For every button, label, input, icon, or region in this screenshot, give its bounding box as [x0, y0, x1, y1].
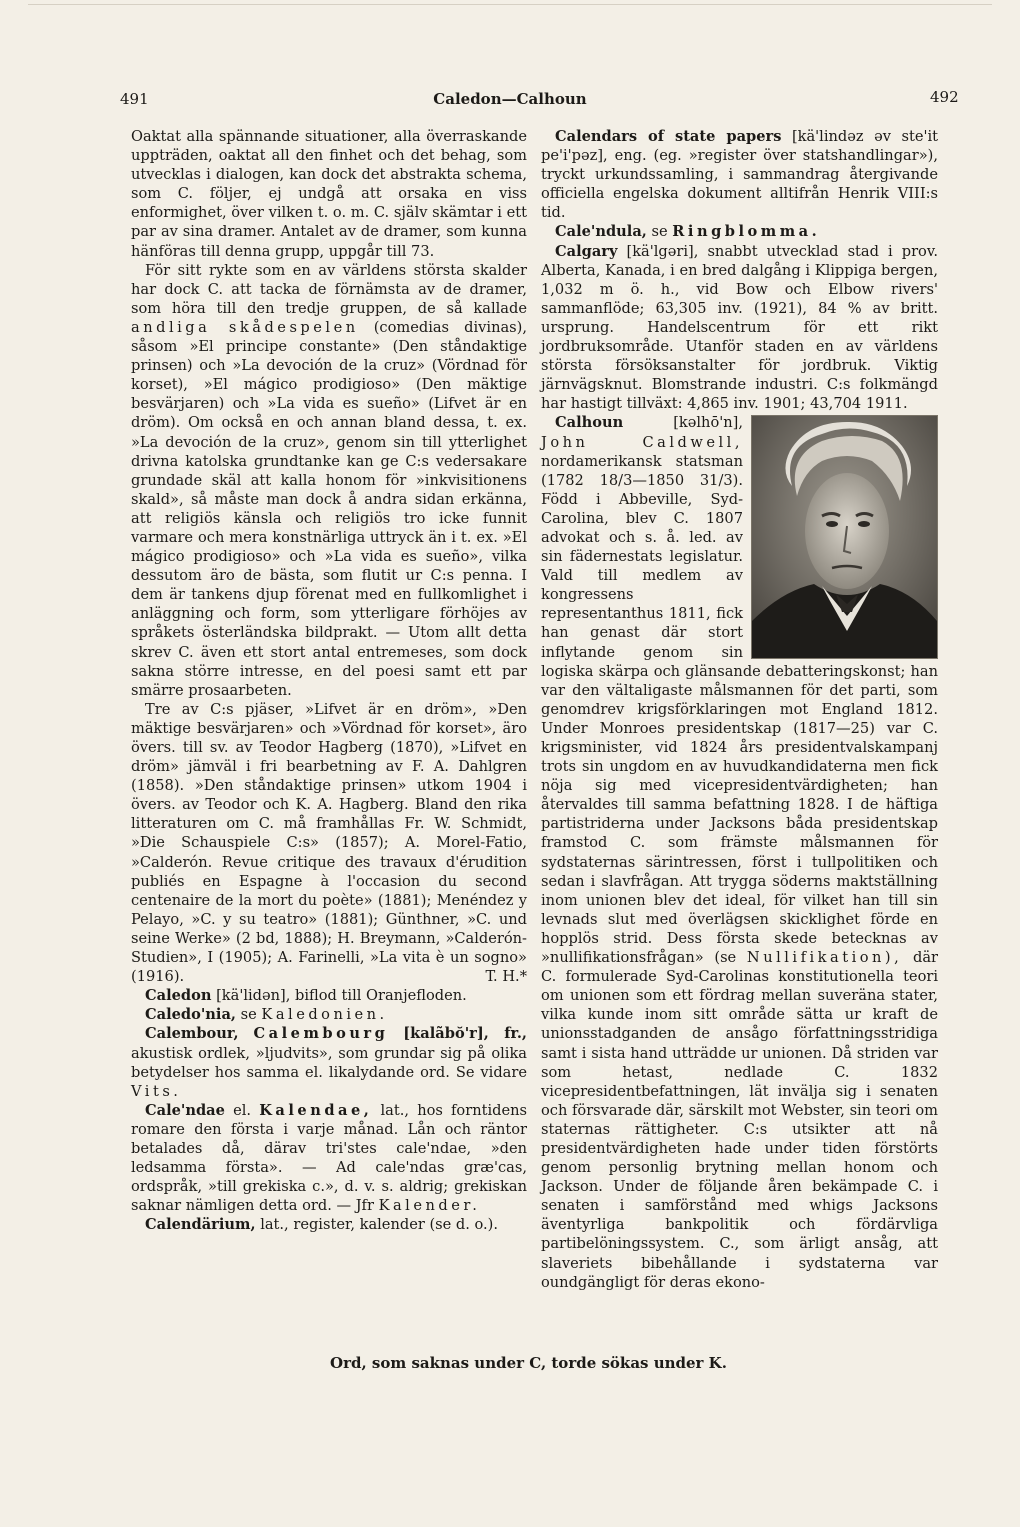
left-column — [131, 127, 527, 1234]
calembour-variant: Calembourg — [253, 1025, 389, 1043]
cross-ref-kaledonien: Kaledonien. — [261, 1006, 388, 1024]
entry-calendarium — [131, 1215, 527, 1234]
calhoun-pronunciation: [kəlhō'n], — [673, 414, 743, 432]
headword-calembour: Calembour, — [145, 1025, 239, 1043]
headword-caledonia: Caledo'nia, — [145, 1006, 236, 1024]
calhoun-full-name: John Caldwell, — [541, 433, 743, 451]
caledon-body: [kä'lidən], biflod till Oranjefloden. — [216, 987, 467, 1005]
calderon-paragraph-2 — [131, 261, 527, 700]
entry-caledonia — [131, 1005, 527, 1024]
headword-calhoun: Calhoun — [555, 414, 624, 432]
entry-calgary — [541, 242, 938, 414]
headword-calendarium: Calendärium, — [145, 1216, 256, 1234]
calderon-paragraph-1: Oaktat alla spännande situationer, alla överraskande uppträden, oaktat all den finhet och det behag, som utvecklas i dialogen, kan dock det abstrakta schema, som C. följer, ej undgå att orsaka en viss enformighet, över vilken t. o. m. C. själv skämtar i ett par av sina dramer. Antalet av de dramer, som kunna hänföras till denna grupp, uppgår till 73. — [131, 128, 527, 260]
headword-caledon: Caledon — [145, 987, 212, 1005]
entry-calendars-of-state-papers — [541, 127, 938, 222]
paragraph-2-part-b: (comedias divinas), såsom »El principe constante» (Den ståndaktige prinsen) och »La devoción de la cruz» (Vördnad för korset), »El mágico prodigioso» (Den mäktige besvärjaren) och »La vida es sueño» (Lifvet är en dröm). Om också en och annan bland dessa, t. ex. »La devoción de la cruz», genom sin till ytterlighet drivna katolska grundtanke kan ge C:s vedersakare grundade skäl att kalla honom för »inkvisitionens skald», så måste man dock å andra sidan erkänna, att religiös känsla och religiös tro icke funnit varmare och mera konstnärliga uttryck än i t. ex. »El mágico prodigioso» och »La vida es sueño», vilka dessutom äro de bästa, som flutit ur C:s penna. I dem är tankens djup förenat med en fullkomlighet i anläggning och form, som ytterligare förhöjes av språkets österländska bildprakt. — Utom allt detta skrev C. även ett stort antal entremeses, som dock sakna större intresse, en del poesi samt ett par smärre prosaarbeten. — [131, 318, 527, 699]
entry-calendae — [131, 1101, 527, 1216]
caledonia-se: se — [240, 1006, 257, 1024]
calembour-pronunciation: [kalãbŏ'r], fr., — [403, 1025, 527, 1043]
cross-ref-ringblomma: Ringblomma. — [672, 223, 821, 241]
page-number-left: 491 — [120, 90, 149, 108]
page-number-right: 492 — [930, 88, 959, 106]
literature-references: Tre av C:s pjäser, »Lifvet är en dröm», »Den mäktige besvärjaren» och »Vördnad för korset», äro övers. till sv. av Teodor Hagberg (1870), »Lifvet en dröm» jämväl i fri bearbetning av F. A. Dahlgren (1858). »Den ståndaktige prinsen» utkom 1904 i övers. av Teodor och K. A. Hagberg. Bland den rika litteraturen om C. må framhållas Fr. W. Schmidt, »Die Schauspiele C:s» (1857); A. Morel-Fatio, »Calderón. Revue critique des travaux d'érudition publiés en Espagne à l'occasion du second centenaire de la mort du poète» (1881); Menéndez y Pelayo, »C. y su teatro» (1881); Günthner, »C. und seine Werke» (2 bd, 1888); H. Breymann, »Calderón-Studien», I (1905); A. Farinelli, »La vita è un sogno» (1916). — [131, 700, 527, 986]
entry-calhoun — [541, 413, 938, 1291]
calendae-variant: Kalendae, — [259, 1101, 373, 1119]
headword-calgary: Calgary — [555, 242, 618, 260]
andliga-skadespelen-term: andliga skådespelen — [131, 318, 359, 336]
running-head: Caledon—Calhoun — [433, 90, 587, 108]
portrait-illustration-icon — [752, 416, 937, 658]
cross-ref-kalender: Kalender. — [378, 1197, 481, 1215]
right-column — [541, 127, 938, 1292]
cross-ref-nullifikation: Nullifikation), — [746, 949, 903, 967]
calderon-paragraph-3 — [131, 700, 527, 986]
calendae-body: lat., hos forntidens romare den första i varje månad. Lån och räntor betalades då, därav tri'stes cale'ndae, »den ledsamma första». — Ad cale'ndas græ'cas, ordspråk, »till grekiska c.», d. v. s. aldrig; grekiskan saknar nämligen detta ord. — Jfr — [131, 1101, 527, 1215]
headword-calendula: Cale'ndula, — [555, 223, 647, 241]
calendarium-body: lat., register, kalender (se d. o.). — [260, 1216, 499, 1234]
calendae-el: el. — [233, 1101, 252, 1119]
headword-calendars-of-state-papers: Calendars of state papers — [555, 128, 782, 145]
headword-calendae: Cale'ndae — [145, 1101, 225, 1119]
calembour-body: akustisk ordlek, »ljudvits», som grundar sig på olika betydelser hos samma el. likalydande ord. Se vidare — [131, 1044, 527, 1081]
entry-caledon — [131, 986, 527, 1005]
paragraph-2-part-a: För sitt rykte som en av världens största skalder har dock C. att tacka de förnämsta av de dramer, som höra till den tredje gruppen, de så kallade — [131, 261, 527, 317]
calhoun-body: nordamerikansk statsman (1782 18/3—1850 31/3). Född i Abbeville, Syd-Carolina, blev C. 1807 advokat och s. å. led. av sin fädernestats legislatur. Vald till medlem av kongressens representanthus 1811, fick han genast där stort inflytande genom sin logiska skärpa och glänsande debatteringskonst; han var den vältaligaste målsmannen för det parti, som genomdrev krigsförklaringen mot England 1812. Under Monroes presidentskap (1817—25) var C. krigsminister, vid 1824 års presidentvalskampanj trots sin ungdom en av huvudkandidaterna men fick nöja sig med vicepresidentvärdigheten; han återvaldes till samma befattning 1828. I de häftiga partistriderna under Jacksons båda presidentskap framstod C. som främste målsmannen för sydstaternas särintressen, först i tullpolitiken och sedan i slavfrågan. Att trygga söderns maktställning inom unionen blev det ideal, för vilket han till sin levnads slut med överlägsen skicklighet förde en hopplös strid. Dess första skede betecknas av »nullifikationsfrågan» (se — [541, 452, 938, 967]
calhoun-portrait — [751, 415, 938, 659]
author-signature: T. H.* — [485, 968, 527, 986]
top-rule — [28, 4, 992, 5]
calendula-se: se — [651, 223, 668, 241]
footer-note: Ord, som saknas under C, torde sökas under K. — [330, 1354, 727, 1372]
entry-calendula — [541, 222, 938, 241]
entry-calembour — [131, 1024, 527, 1100]
calendars-body: [kä'lindəz əv ste'it pe'i'pəz], eng. (eg. »register över statshandlingar»), tryckt urkundssamling, i sammandrag återgivande officiella engelska dokument alltifrån Henrik VIII:s tid. — [541, 128, 939, 222]
calhoun-body-continued: där C. formulerade Syd-Carolinas konstitutionella teori om unionen som ett fördrag mellan suveräna stater, vilka kunde inom sitt område sätta ur kraft de unionsstadganden de ansågo författningsstridiga samt i sista hand utträdde ur unionen. Då striden var som hetast, nedlade C. 1832 vicepresidentbefattningen, lät invälja sig i senaten och försvarade där, särskilt mot Webster, sin teori om staternas rättigheter. C:s utsikter att nå presidentvärdigheten hade under tiden förstörts genom personlig brytning mellan honom och Jackson. Under de följande åren bekämpade C. i senaten i samförstånd med whigs Jacksons äventyrliga bankpolitik och fördärvliga partibelöningssystem. C., som ärligt ansåg, att slaveriets bibehållande i sydstaterna var oundgängligt för deras ekono- — [541, 949, 939, 1291]
calgary-body: [kä'lgəri], snabbt utvecklad stad i prov. Alberta, Kanada, i en bred dalgång i Klippiga bergen, 1,032 m ö. h., vid Bow och Elbow rivers' sammanflöde; 63,305 inv. (1921), 84 % av britt. ursprung. Handelscentrum för ett rikt jordbruksområde. Utanför staden en av världens största försöksanstalter för jordbruk. Viktig järnvägsknut. Blomstrande industri. C:s folkmängd har hastigt tillväxt: 4,865 inv. 1901; 43,704 1911. — [541, 242, 938, 413]
cross-ref-vits: Vits. — [131, 1082, 182, 1100]
